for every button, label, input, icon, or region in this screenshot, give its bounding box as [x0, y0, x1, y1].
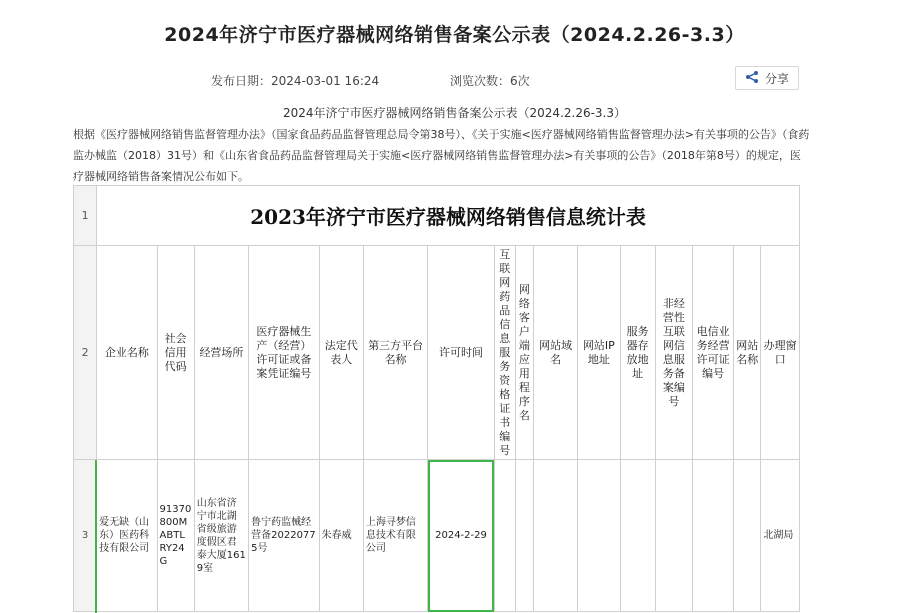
article-subtitle: 2024年济宁市医疗器械网络销售备案公示表（2024.2.26-3.3）	[282, 106, 627, 120]
header-cell: 网站域名	[533, 246, 577, 460]
spreadsheet-image	[73, 185, 800, 613]
selected-cell: 2024-2-29	[428, 460, 494, 612]
share-button[interactable]	[735, 66, 799, 90]
data-cell	[655, 460, 692, 612]
row-number: 1	[74, 186, 97, 246]
header-cell: 经营场所	[194, 246, 248, 460]
header-cell: 网站名称	[734, 246, 761, 460]
data-cell: 爱无缺（山东）医药科技有限公司	[97, 460, 157, 612]
header-cell: 办理窗口	[761, 246, 800, 460]
publish-date: 发布日期：2024-03-01 16:24	[211, 74, 380, 88]
header-cell: 社会信用代码	[157, 246, 194, 460]
data-cell	[515, 460, 533, 612]
header-cell: 医疗器械生产（经营）许可证或备案凭证编号	[249, 246, 319, 460]
data-cell: 91370800MABTLRY24G	[157, 460, 194, 612]
share-icon	[745, 70, 759, 87]
data-cell	[494, 460, 515, 612]
data-cell	[533, 460, 577, 612]
page-title: 2024年济宁市医疗器械网络销售备案公示表（2024.2.26-3.3）	[164, 24, 745, 46]
data-cell: 山东省济宁市北湖省级旅游度假区君泰大厦1619室	[194, 460, 248, 612]
sales-info-table	[73, 185, 800, 612]
data-cell: 鲁宁药监械经营备20220775号	[249, 460, 319, 612]
view-count: 浏览次数：6次	[450, 74, 530, 88]
header-cell: 网站IP地址	[578, 246, 620, 460]
header-cell: 法定代表人	[319, 246, 363, 460]
data-cell	[734, 460, 761, 612]
data-cell	[578, 460, 620, 612]
header-cell: 第三方平台名称	[363, 246, 427, 460]
header-cell: 企业名称	[97, 246, 157, 460]
data-cell	[692, 460, 733, 612]
data-cell: 朱春威	[319, 460, 363, 612]
share-label: 分享	[764, 71, 789, 86]
data-cell: 北湖局	[761, 460, 800, 612]
header-cell: 许可时间	[428, 246, 494, 460]
sheet-title: 2023年济宁市医疗器械网络销售信息统计表	[97, 186, 800, 246]
header-cell: 电信业务经营许可证编号	[692, 246, 733, 460]
data-cell: 上海寻梦信息技术有限公司	[363, 460, 427, 612]
article-paragraph: 根据《医疗器械网络销售监督管理办法》（国家食品药品监督管理总局令第38号）、《关于实施<医疗器械网络销售监督管理办法>有关事项的公告》（食药监办械监（2018）31号）和《山东省食品药品监督管理局关于实施<医疗器械网络销售监督管理办法>有关事项的公告》（2018年第8号）的规定，医疗器械网络销售备案情况公布如下。	[73, 128, 810, 183]
data-cell	[620, 460, 655, 612]
header-cell: 互联网药品信息服务资格证书编号	[494, 246, 515, 460]
header-cell: 服务器存放地址	[620, 246, 655, 460]
header-cell: 非经营性互联网信息服务备案编号	[655, 246, 692, 460]
header-cell: 网络客户端应用程序名	[515, 246, 533, 460]
row-number: 2	[74, 246, 97, 460]
row-number: 3	[74, 460, 97, 612]
row-selection-marker	[95, 460, 97, 613]
